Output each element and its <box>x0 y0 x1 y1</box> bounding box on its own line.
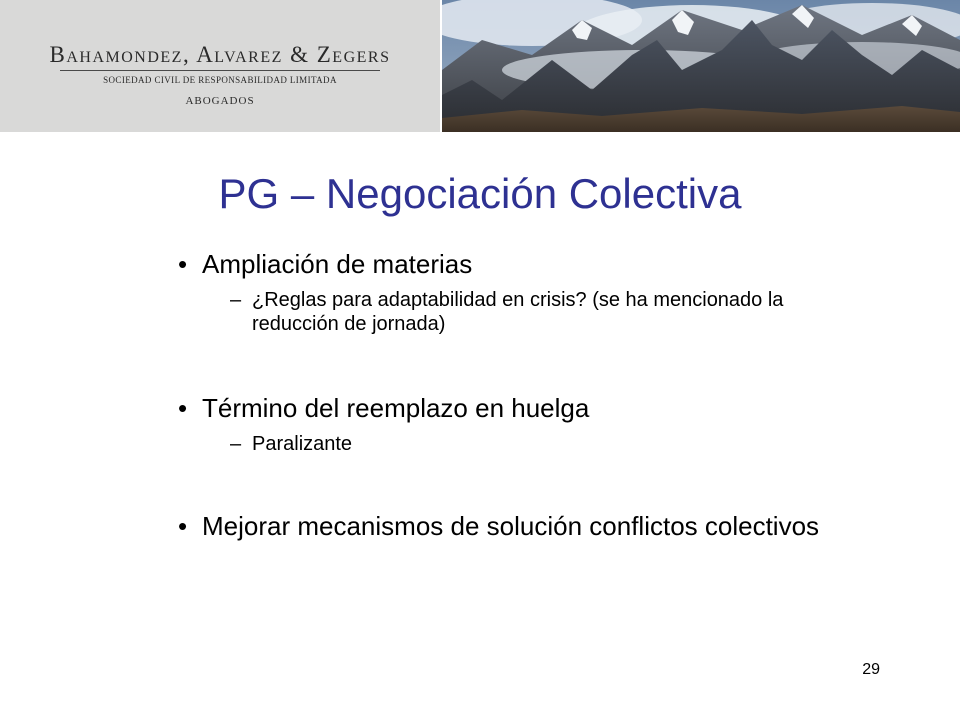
bullet-text: Término del reemplazo en huelga <box>202 393 590 423</box>
bullet-text: Ampliación de materias <box>202 249 473 279</box>
bullet-dot-icon: • <box>178 511 188 541</box>
header-band <box>0 0 960 132</box>
firm-logo <box>0 0 440 132</box>
bullet-item <box>178 248 838 280</box>
bullet-item <box>178 392 838 424</box>
bullet-dot-icon: • <box>178 393 188 423</box>
bullet-item <box>178 510 838 542</box>
bullet-list <box>178 248 838 542</box>
sub-bullet-item <box>178 288 838 336</box>
bullet-text: Mejorar mecanismos de solución conflictos colectivos <box>202 511 820 541</box>
logo-firm-subtitle: SOCIEDAD CIVIL DE RESPONSABILIDAD LIMITADA <box>103 75 337 85</box>
sub-bullet-item <box>178 432 838 456</box>
mountain-photo <box>442 0 960 132</box>
dash-icon: – <box>230 289 242 311</box>
sub-bullet-text: ¿Reglas para adaptabilidad en crisis? (se ha mencionado la reducción de jornada) <box>252 289 784 335</box>
logo-firm-role: ABOGADOS <box>185 95 255 107</box>
bullet-dot-icon: • <box>178 249 188 279</box>
sub-bullet-text: Paralizante <box>252 433 353 455</box>
page-number: 29 <box>862 661 880 678</box>
slide-title: PG – Negociación Colectiva <box>218 170 742 217</box>
dash-icon: – <box>230 433 242 455</box>
logo-divider <box>60 70 380 71</box>
logo-firm-name: Bahamondez, Alvarez & Zegers <box>49 42 391 67</box>
